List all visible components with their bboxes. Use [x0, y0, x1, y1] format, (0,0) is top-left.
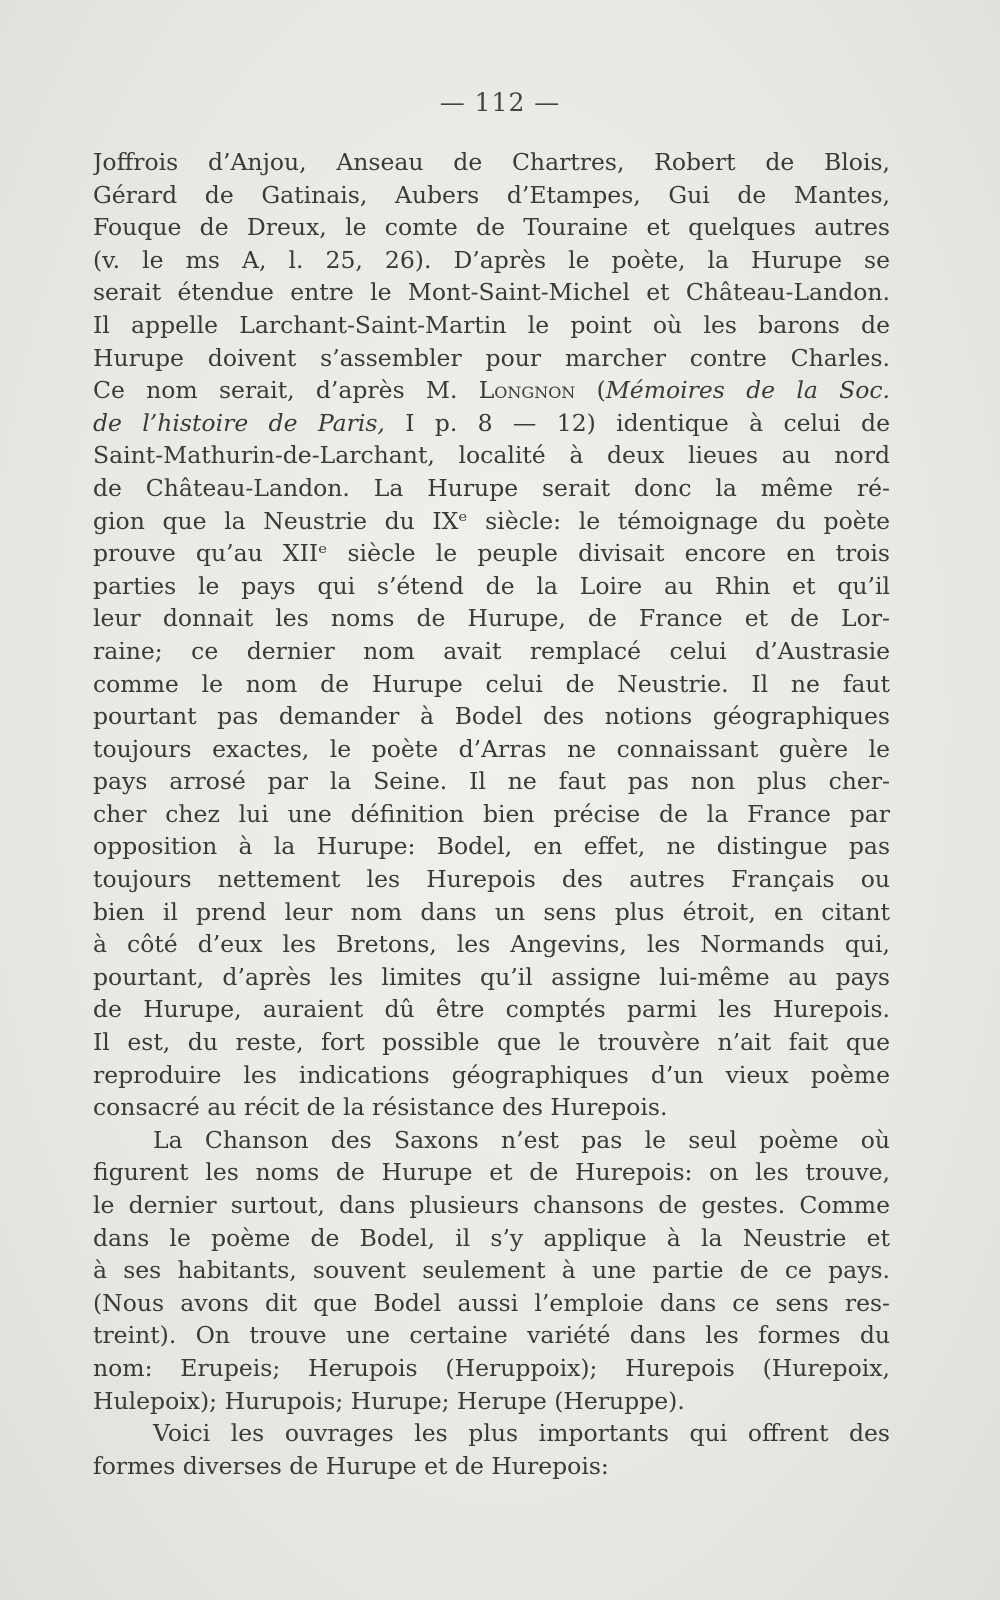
- text-line: nom: Erupeis; Herupois (Heruppoix); Hurepois (Hurepoix,: [93, 1353, 890, 1382]
- text-segment: Ce nom serait, d’après M.: [93, 376, 479, 405]
- text-line: pays arrosé par la Seine. Il ne faut pas non plus cher-: [93, 767, 890, 796]
- text-line: comme le nom de Hurupe celui de Neustrie. Il ne faut: [93, 669, 890, 698]
- text-line: reproduire les indications géographiques d’un vieux poème: [93, 1060, 890, 1089]
- text-line: Joffrois d’Anjou, Anseau de Chartres, Robert de Blois,: [93, 148, 890, 176]
- paragraph-3: [93, 1417, 890, 1482]
- text-line: bien il prend leur nom dans un sens plus étroit, en citant: [93, 897, 890, 926]
- text-segment: I p. 8 — 12) identique à celui de: [384, 408, 890, 437]
- text-line: formes diverses de Hurupe et de Hurepois:: [93, 1451, 609, 1480]
- text-line: raine; ce dernier nom avait remplacé celui d’Austrasie: [93, 636, 890, 665]
- text-line: Fouque de Dreux, le comte de Touraine et quelques autres: [93, 213, 890, 242]
- text-line: le dernier surtout, dans plusieurs chansons de gestes. Comme: [93, 1191, 890, 1219]
- text-line: toujours exactes, le poète d’Arras ne connaissant guère le: [93, 734, 890, 763]
- text-line: Hulepoix); Hurupois; Hurupe; Herupe (Heruppe).: [93, 1386, 685, 1415]
- paragraph-1: [93, 146, 890, 1124]
- text-line: à ses habitants, souvent seulement à une partie de ce pays.: [93, 1256, 890, 1285]
- text-segment: (: [575, 376, 606, 405]
- text-line: parties le pays qui s’étend de la Loire au Rhin et qu’il: [93, 571, 890, 600]
- text-line: serait étendue entre le Mont-Saint-Michel et Château-Landon.: [93, 278, 890, 307]
- paragraph-2: [93, 1124, 890, 1417]
- text-line: pourtant, d’après les limites qu’il assigne lui-même au pays: [93, 962, 890, 991]
- text-line: toujours nettement les Hurepois des autres Français ou: [93, 865, 890, 894]
- text-line: figurent les noms de Hurupe et de Hurepois: on les trouve,: [93, 1158, 890, 1187]
- text-line: Hurupe doivent s’assembler pour marcher contre Charles.: [93, 343, 890, 372]
- text-line: leur donnait les noms de Hurupe, de France et de Lor-: [93, 604, 890, 633]
- text-line: (v. le ms A, l. 25, 26). D’après le poète, la Hurupe se: [93, 245, 890, 274]
- text-line: treint). On trouve une certaine variété dans les formes du: [93, 1321, 890, 1350]
- text-line: [93, 374, 890, 407]
- text-line: de Château-Landon. La Hurupe serait donc la même ré-: [93, 473, 890, 502]
- text-line: (Nous avons dit que Bodel aussi l’emploie dans ce sens res-: [93, 1288, 890, 1317]
- text-line: pourtant pas demander à Bodel des notions géographiques: [93, 702, 890, 731]
- body-text: [93, 146, 890, 1482]
- citation-title-italic: Mémoires de la Soc.: [605, 376, 890, 405]
- author-name-smallcaps: Longnon: [478, 376, 576, 405]
- citation-title-italic: de l’histoire de Paris,: [93, 408, 385, 437]
- text-line: Saint-Mathurin-de-Larchant, localité à deux lieues au nord: [93, 441, 890, 470]
- text-line: à côté d’eux les Bretons, les Angevins, les Normands qui,: [93, 930, 890, 959]
- text-line: La Chanson des Saxons n’est pas le seul poème où: [153, 1125, 890, 1154]
- text-line: Il appelle Larchant-Saint-Martin le point où les barons de: [93, 310, 890, 339]
- page-number: — 112 —: [439, 88, 561, 117]
- text-line: [93, 407, 890, 440]
- text-line: prouve qu’au XIIᵉ siècle le peuple divisait encore en trois: [93, 539, 890, 568]
- text-line: cher chez lui une définition bien précise de la France par: [93, 799, 890, 828]
- text-line: Gérard de Gatinais, Aubers d’Etampes, Gui de Mantes,: [93, 180, 890, 209]
- text-line: consacré au récit de la résistance des Hurepois.: [93, 1093, 668, 1122]
- text-line: dans le poème de Bodel, il s’y applique à la Neustrie et: [93, 1223, 890, 1252]
- text-line: gion que la Neustrie du IXᵉ siècle: le témoignage du poète: [93, 506, 890, 535]
- text-line: Voici les ouvrages les plus importants qui offrent des: [153, 1419, 890, 1448]
- text-line: opposition à la Hurupe: Bodel, en effet, ne distingue pas: [93, 832, 890, 861]
- text-line: Il est, du reste, fort possible que le trouvère n’ait fait que: [93, 1028, 890, 1057]
- text-line: de Hurupe, auraient dû être comptés parmi les Hurepois.: [93, 995, 890, 1024]
